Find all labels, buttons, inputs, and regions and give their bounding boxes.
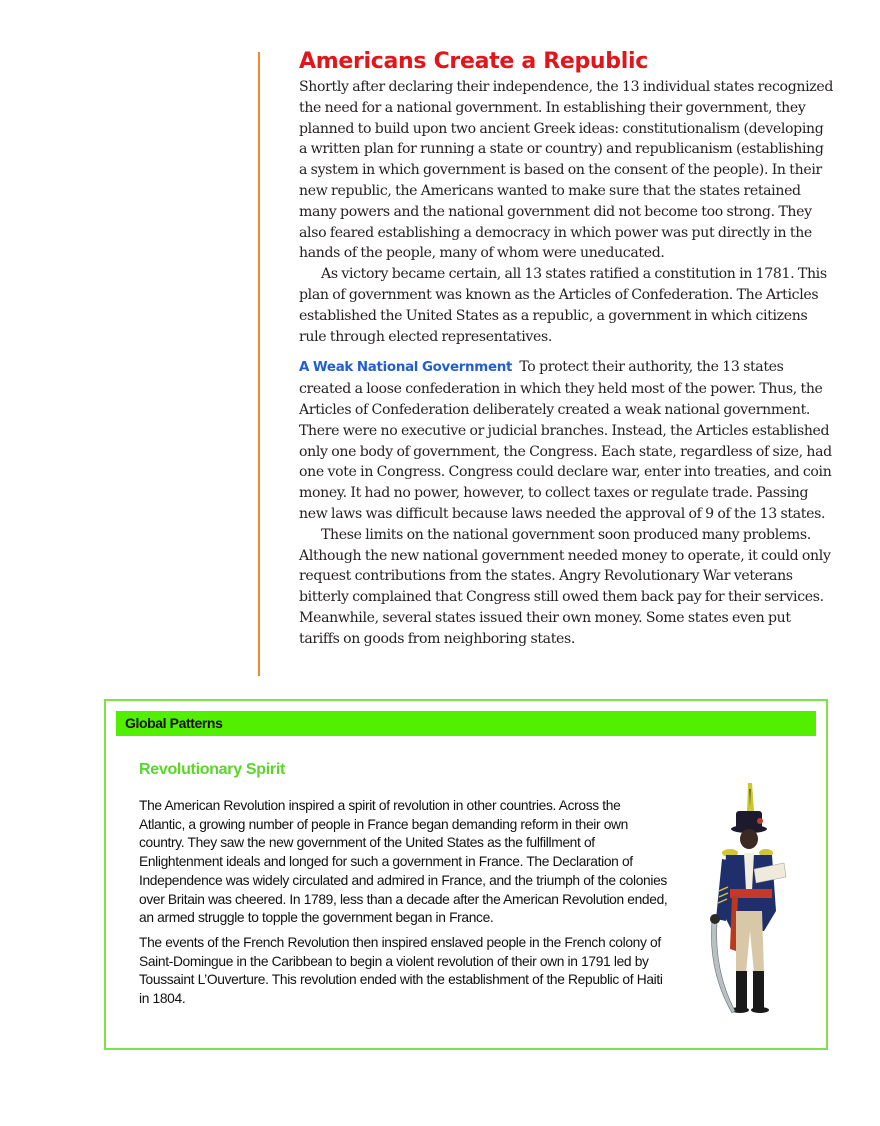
box-title: Revolutionary Spirit (139, 761, 286, 778)
box-paragraph: The American Revolution inspired a spirit of revolution in other countries. Across the Atlantic, a growing number of people in France began demanding reform in their own country. They saw the new government of the United States as the fulfillment of Enlightenment ideals and longed for such a government in France. The Declaration of Independence was widely circulated and admired in France, and the triumph of the colonies over Britain was cheered. In 1789, less than a decade after the American Revolution ended, an armed struggle to topple the government began in France. (139, 798, 668, 926)
paragraph: Shortly after declaring their independence, the 13 individual states recognized the need for a national government. In establishing their government, they planned to build upon two ancient Greek ideas: constitutionalism (developing a written plan for running a state or country) and republicanism (establishing a system in which government is based on the consent of the people). In their new republic, the Americans wanted to make sure that the states retained many powers and the national government did not become too strong. They also feared establishing a democracy in which power was put directly in the hands of the people, many of whom were uneducated. (299, 79, 833, 262)
toussaint-illustration (692, 781, 797, 1021)
section-title: Americans Create a Republic (299, 49, 648, 74)
margin-rule (258, 52, 260, 676)
main-column (299, 50, 834, 650)
subsection-heading: A Weak National Government (299, 360, 513, 376)
soldier-figure-icon (692, 781, 797, 1021)
box-body (139, 797, 669, 1009)
paragraph: As victory became certain, all 13 states ratified a constitution in 1781. This plan of government was known as the Articles of Confederation. The Articles established the United States as a republic, a government in which citizens rule through elected representatives. (299, 266, 827, 345)
box-header-label: Global Patterns (125, 715, 223, 731)
global-patterns-box (104, 699, 828, 1050)
box-paragraph: The events of the French Revolution then inspired enslaved people in the French colony of Saint-Domingue in the Caribbean to begin a violent revolution of their own in 1791 led by Toussaint L’Ouverture. This revolution ended with the establishment of the Republic of Haiti in 1804. (139, 934, 663, 1007)
subsection-paragraph (299, 357, 834, 524)
paragraph: These limits on the national government soon produced many problems. Although the new national government needed money to operate, it could only request contributions from the states. Angry Revolutionary War veterans bitterly complained that Congress still owed them back pay for their services. Meanwhile, several states issued their own money. Some states even put tariffs on goods from neighboring states. (299, 526, 831, 647)
subsection-lead-text: To protect their authority, the 13 states created a loose confederation in which they held most of the power. Thus, the Articles of Confederation deliberately created a weak national government. There were no executive or judicial branches. Instead, the Articles established only one body of government, the Congress. Each state, regardless of size, had one vote in Congress. Congress could declare war, enter into treaties, and coin money. It had no power, however, to collect taxes or regulate trade. Passing new laws was difficult because laws needed the approval of 9 of the 13 states. (299, 359, 832, 522)
box-header-band (116, 711, 816, 736)
